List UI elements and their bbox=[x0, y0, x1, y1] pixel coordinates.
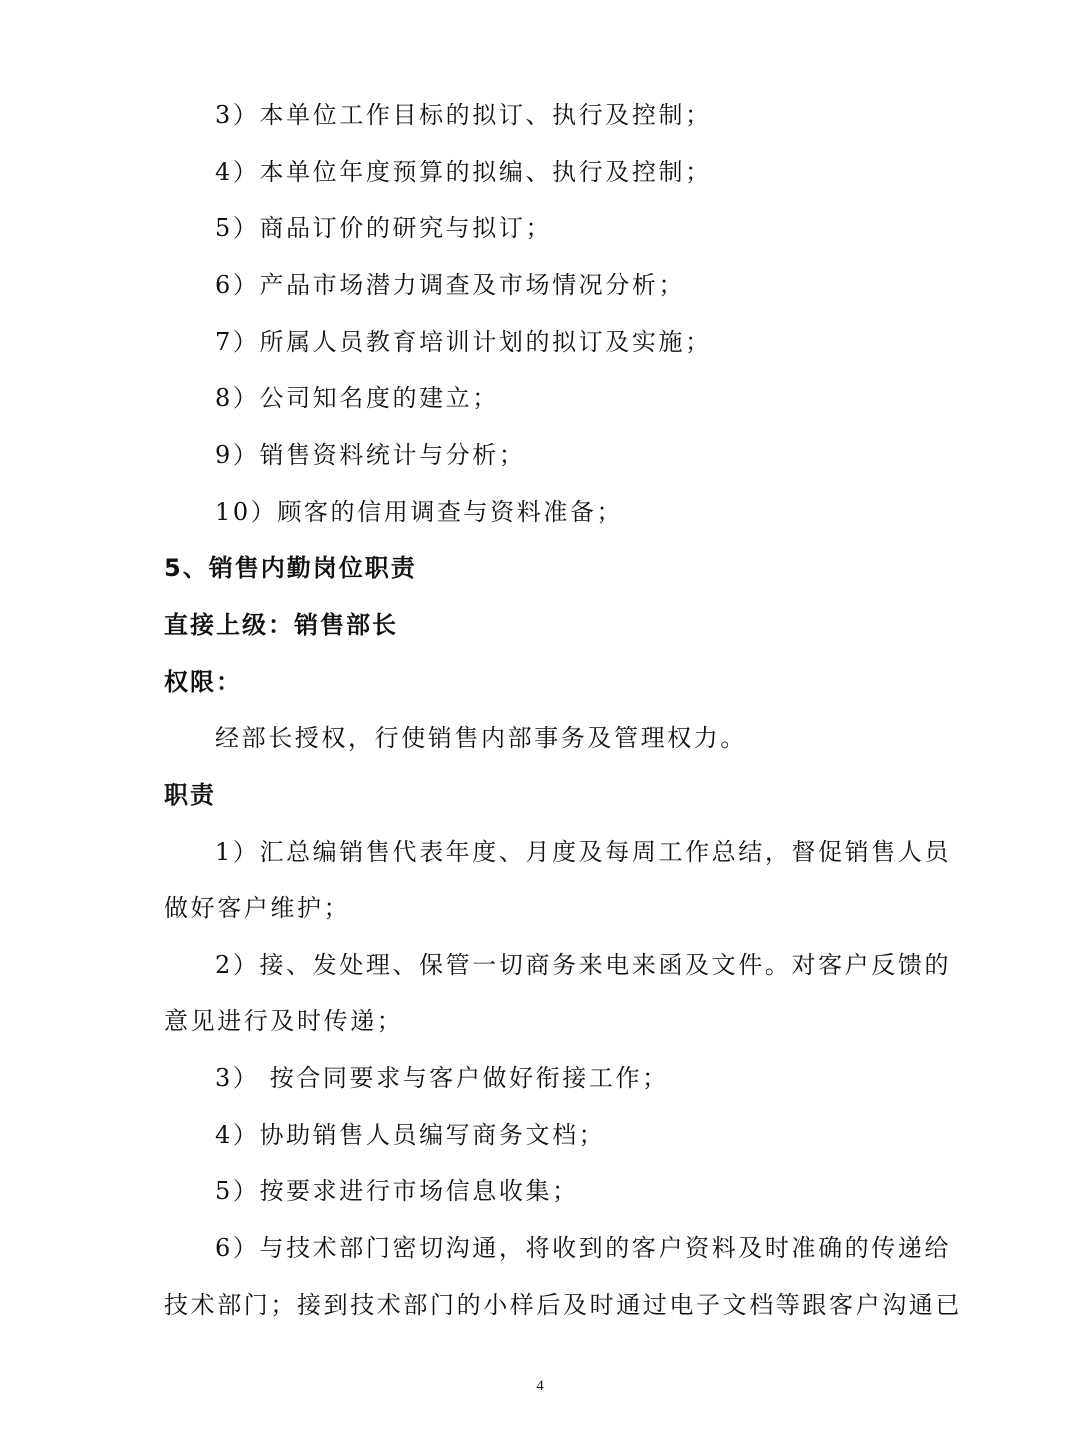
list-item: 10）顾客的信用调查与资料准备； bbox=[215, 498, 624, 526]
duty-line: 6）与技术部门密切沟通，将收到的客户资料及时准确的传递给 bbox=[215, 1234, 952, 1262]
duty-line: 做好客户维护； bbox=[164, 894, 351, 922]
duties-heading: 职责 bbox=[164, 781, 216, 809]
section-heading: 5、销售内勤岗位职责 bbox=[164, 554, 417, 582]
page-number: 4 bbox=[536, 1378, 544, 1394]
duty-line: 3） 按合同要求与客户做好衔接工作； bbox=[215, 1064, 669, 1092]
duty-line: 4）协助销售人员编写商务文档； bbox=[215, 1121, 606, 1149]
list-item: 8）公司知名度的建立； bbox=[215, 384, 499, 412]
duty-line: 技术部门；接到技术部门的小样后及时通过电子文档等跟客户沟通已 bbox=[164, 1291, 962, 1319]
duty-line: 2）接、发处理、保管一切商务来电来函及文件。对客户反馈的 bbox=[215, 951, 952, 979]
list-item: 3）本单位工作目标的拟订、执行及控制； bbox=[215, 101, 712, 129]
list-item: 4）本单位年度预算的拟编、执行及控制； bbox=[215, 158, 712, 186]
list-item: 6）产品市场潜力调查及市场情况分析； bbox=[215, 271, 686, 299]
list-item: 7）所属人员教育培训计划的拟订及实施； bbox=[215, 328, 712, 356]
duty-line: 5）按要求进行市场信息收集； bbox=[215, 1177, 579, 1205]
authority-heading: 权限： bbox=[164, 668, 242, 696]
list-item: 9）销售资料统计与分析； bbox=[215, 441, 526, 469]
duty-line: 意见进行及时传递； bbox=[164, 1007, 404, 1035]
list-item: 5）商品订价的研究与拟订； bbox=[215, 214, 553, 242]
direct-superior-line: 直接上级：销售部长 bbox=[164, 611, 398, 639]
duty-line: 1）汇总编销售代表年度、月度及每周工作总结，督促销售人员 bbox=[215, 838, 952, 866]
authority-paragraph: 经部长授权，行使销售内部事务及管理权力。 bbox=[215, 724, 747, 752]
